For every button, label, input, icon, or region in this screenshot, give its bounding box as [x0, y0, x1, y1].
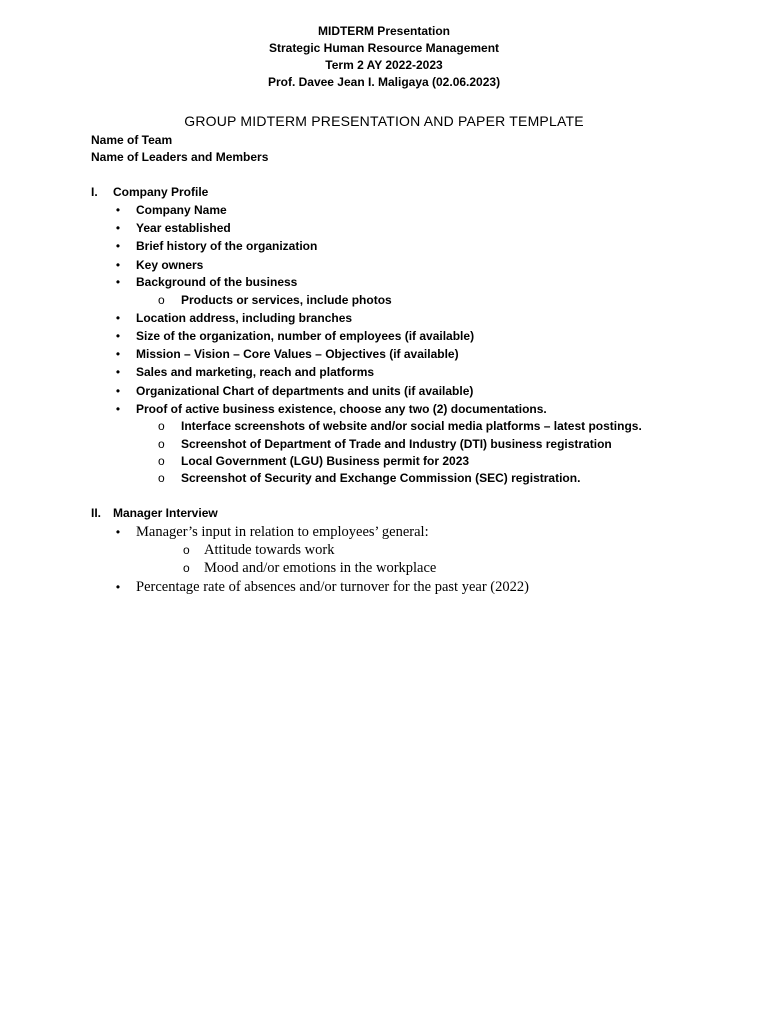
bullet-glyph: • — [115, 580, 121, 594]
document-title: GROUP MIDTERM PRESENTATION AND PAPER TEMPLATE — [184, 113, 584, 129]
header-line-3: Term 2 AY 2022-2023 — [325, 58, 443, 72]
bullet-glyph: • — [115, 239, 121, 253]
list-item: Percentage rate of absences and/or turnover for the past year (2022) — [136, 579, 529, 595]
list-item: Organizational Chart of departments and units (if available) — [136, 384, 474, 398]
list-item: Year established — [136, 221, 231, 235]
section-1-heading: Company Profile — [113, 185, 209, 199]
list-item: Company Name — [136, 203, 227, 217]
list-item: Size of the organization, number of employees (if available) — [136, 329, 475, 343]
sub-list-item: Products or services, include photos — [181, 293, 392, 307]
list-item: Brief history of the organization — [136, 239, 318, 253]
bullet-glyph: • — [115, 347, 121, 361]
sub-list-item: Screenshot of Department of Trade and Industry (DTI) business registration — [181, 437, 612, 451]
sub-list-item: Screenshot of Security and Exchange Commission (SEC) registration. — [181, 471, 581, 485]
circle-bullet-glyph: o — [158, 293, 165, 307]
list-item: Sales and marketing, reach and platforms — [136, 365, 375, 379]
circle-bullet-glyph: o — [183, 561, 190, 575]
bullet-glyph: • — [115, 203, 121, 217]
header-line-4: Prof. Davee Jean I. Maligaya (02.06.2023) — [267, 75, 501, 89]
circle-bullet-glyph: o — [158, 437, 165, 451]
header-line-2: Strategic Human Resource Management — [268, 41, 500, 55]
list-item: Key owners — [136, 258, 204, 272]
team-label: Name of Team — [91, 133, 173, 147]
bullet-glyph: • — [115, 384, 121, 398]
section-1-number: I. — [91, 185, 98, 199]
sub-list-item: Local Government (LGU) Business permit for 2023 — [181, 454, 470, 468]
bullet-glyph: • — [115, 258, 121, 272]
bullet-glyph: • — [115, 525, 121, 539]
section-2-heading: Manager Interview — [113, 506, 218, 520]
bullet-glyph: • — [115, 275, 121, 289]
bullet-glyph: • — [115, 365, 121, 379]
members-label: Name of Leaders and Members — [91, 150, 269, 164]
circle-bullet-glyph: o — [158, 419, 165, 433]
list-item: Background of the business — [136, 275, 298, 289]
list-item: Proof of active business existence, choose any two (2) documentations. — [136, 402, 547, 416]
sub-list-item: Attitude towards work — [204, 542, 335, 558]
sub-list-item: Interface screenshots of website and/or social media platforms – latest postings. — [181, 419, 642, 433]
sub-list-item: Mood and/or emotions in the workplace — [204, 560, 437, 576]
list-item: Mission – Vision – Core Values – Objectives (if available) — [136, 347, 459, 361]
bullet-glyph: • — [115, 311, 121, 325]
bullet-glyph: • — [115, 221, 121, 235]
bullet-glyph: • — [115, 329, 121, 343]
circle-bullet-glyph: o — [183, 543, 190, 557]
section-2-number: II. — [91, 506, 102, 520]
circle-bullet-glyph: o — [158, 471, 165, 485]
list-item: Manager’s input in relation to employees’ general: — [136, 524, 429, 540]
circle-bullet-glyph: o — [158, 454, 165, 468]
header-line-1: MIDTERM Presentation — [317, 24, 450, 38]
list-item: Location address, including branches — [136, 311, 353, 325]
bullet-glyph: • — [115, 402, 121, 416]
